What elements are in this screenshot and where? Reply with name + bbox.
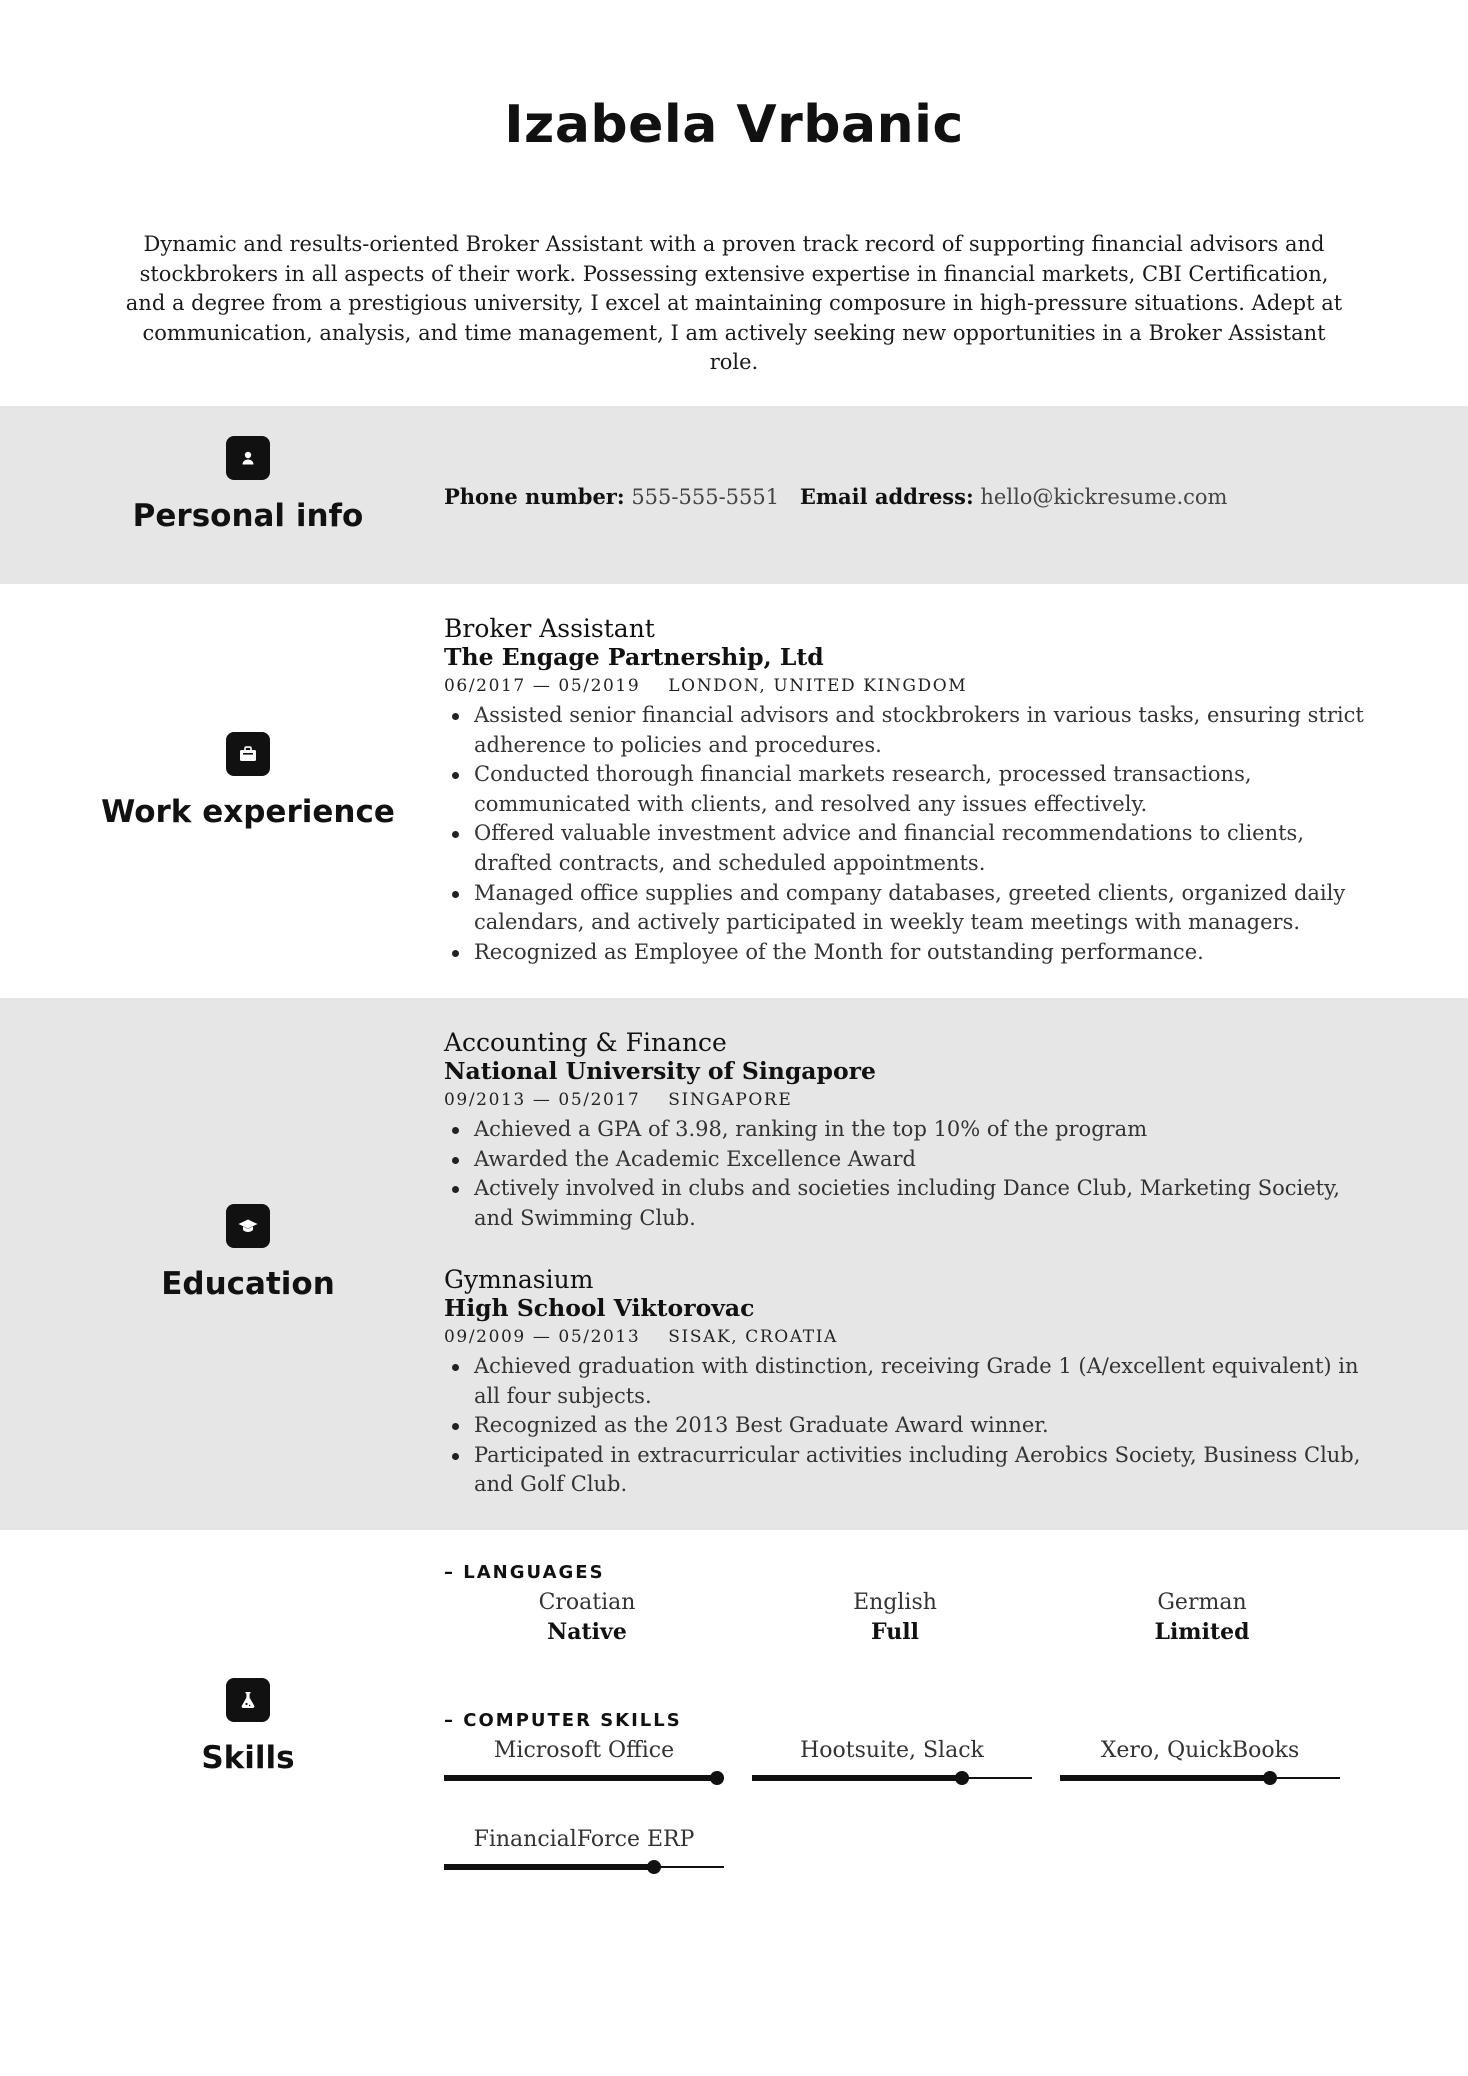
contact-info [444,482,1364,512]
section-title: Personal info [132,498,364,534]
skill-name: Xero, QuickBooks [1100,1738,1300,1763]
list-item: Conducted thorough financial markets research, processed transactions, communicated with clients, and resolved any issues effectively. [474,760,1364,819]
list-item: Achieved a GPA of 3.98, ranking in the top 10% of the program [474,1115,1364,1145]
education-heading [0,1204,496,1302]
skill-name: Hootsuite, Slack [800,1738,984,1763]
job-location: LONDON, UNITED KINGDOM [668,676,968,696]
school-name: National University of Singapore [444,1057,876,1085]
person-icon [226,436,270,480]
language-level: Full [871,1619,919,1645]
education-section [0,998,1468,1530]
skill-item [1060,1736,1340,1785]
list-item: Actively involved in clubs and societies including Dance Club, Marketing Society, and Swimming Club. [474,1174,1364,1233]
education-location: SINGAPORE [668,1090,793,1110]
education-location: SISAK, CROATIA [668,1327,838,1347]
skill-level-bar [444,1771,724,1785]
job-entry [444,614,1364,967]
language-level: Native [547,1619,627,1645]
phone-value: 555-555-5551 [631,485,780,509]
skill-level-fill [1060,1775,1270,1781]
languages-heading: – LANGUAGES [444,1562,605,1583]
skill-level-bar [444,1860,724,1874]
skill-level-fill [752,1775,962,1781]
work-experience-heading [0,732,496,830]
job-bullets [444,701,1364,967]
list-item: Recognized as Employee of the Month for outstanding performance. [474,938,1364,968]
job-meta [444,671,1364,701]
education-entry [444,1028,1364,1233]
language-item [447,1588,727,1647]
language-name: German [1157,1590,1247,1615]
skill-level-fill [444,1864,654,1870]
education-dates: 09/2009 — 05/2013 [444,1327,641,1347]
list-item: Awarded the Academic Excellence Award [474,1145,1364,1175]
section-title: Education [161,1266,335,1302]
skill-name: FinancialForce ERP [473,1827,695,1852]
phone-label: Phone number: [444,484,625,509]
job-dates: 06/2017 — 05/2019 [444,676,641,696]
personal-info-section [0,406,1468,584]
job-position: Broker Assistant [444,614,655,643]
skill-name: Microsoft Office [493,1738,675,1763]
computer-skills-block [444,1708,1364,1908]
email-value: hello@kickresume.com [980,485,1228,509]
section-title: Work experience [101,794,395,830]
skills-section [0,1530,1468,1950]
personal-info-heading [0,436,496,534]
computer-skills-heading: – COMPUTER SKILLS [444,1710,682,1731]
graduation-cap-icon [226,1204,270,1248]
list-item: Offered valuable investment advice and financial recommendations to clients, drafted contracts, and scheduled appointments. [474,819,1364,878]
skill-item [444,1825,724,1874]
candidate-name: Izabela Vrbanic [504,95,964,155]
education-entry [444,1265,1364,1500]
education-meta [444,1322,1364,1352]
work-experience-section [0,584,1468,998]
education-dates: 09/2013 — 05/2017 [444,1090,641,1110]
skill-level-knob [955,1771,969,1785]
email-label: Email address: [799,484,974,509]
education-bullets [444,1352,1364,1500]
language-item [755,1588,1035,1647]
skill-level-knob [647,1860,661,1874]
list-item: Participated in extracurricular activities including Aerobics Society, Business Club, and Golf Club. [474,1441,1364,1500]
skill-item [752,1736,1032,1785]
skill-item [444,1736,724,1785]
school-name: High School Viktorovac [444,1294,755,1322]
skill-level-fill [444,1775,717,1781]
language-name: Croatian [538,1590,636,1615]
flask-icon [226,1678,270,1722]
language-name: English [853,1590,937,1615]
briefcase-icon [226,732,270,776]
degree: Gymnasium [444,1265,594,1294]
list-item: Managed office supplies and company databases, greeted clients, organized daily calendars, and actively participated in weekly team meetings with managers. [474,879,1364,938]
degree: Accounting & Finance [444,1028,727,1057]
list-item: Assisted senior financial advisors and stockbrokers in various tasks, ensuring strict adherence to policies and procedures. [474,701,1364,760]
education-bullets [444,1115,1364,1233]
job-company: The Engage Partnership, Ltd [444,643,824,671]
skill-level-bar [752,1771,1032,1785]
skills-heading [0,1678,496,1776]
section-title: Skills [201,1740,295,1776]
languages-block [444,1560,1364,1680]
education-meta [444,1085,1364,1115]
list-item: Recognized as the 2013 Best Graduate Award winner. [474,1411,1364,1441]
profile-summary: Dynamic and results-oriented Broker Assistant with a proven track record of supporting financial advisors and stockbrokers in all aspects of their work. Possessing extensive expertise in financial markets, CBI Certification, and a degree from a prestigious university, I excel at maintaining composure in high-pressure situations. Adept at communication, analysis, and time management, I am actively seeking new opportunities in a Broker Assistant role. [125,232,1343,374]
skill-level-knob [1263,1771,1277,1785]
list-item: Achieved graduation with distinction, receiving Grade 1 (A/excellent equivalent) in all four subjects. [474,1352,1364,1411]
skill-level-knob [710,1771,724,1785]
language-level: Limited [1154,1619,1250,1645]
skill-level-bar [1060,1771,1340,1785]
language-item [1062,1588,1342,1647]
